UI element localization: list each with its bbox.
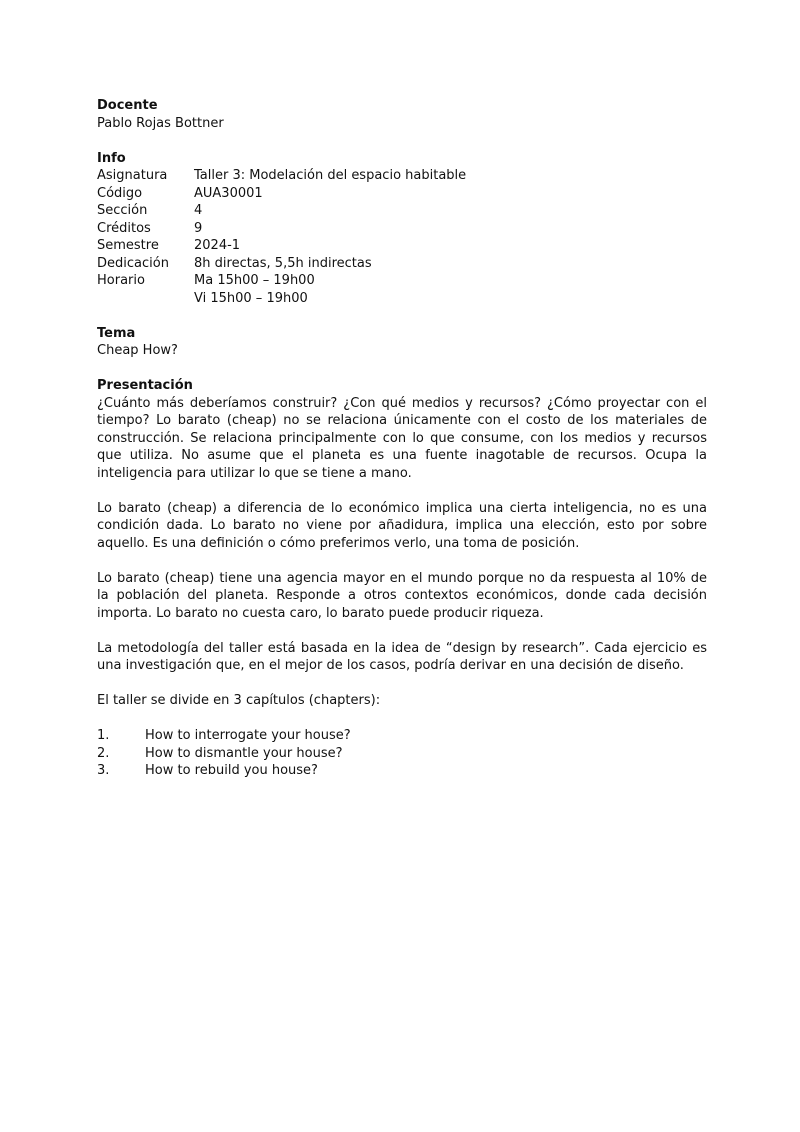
chapters-list <box>97 727 707 780</box>
info-value: AUA30001 <box>194 185 263 201</box>
spacer <box>97 482 707 500</box>
list-number: 1. <box>97 728 110 743</box>
info-row-horario <box>97 272 707 290</box>
info-row-horario-2 <box>97 290 707 308</box>
info-key: Código <box>97 185 143 201</box>
info-key: Sección <box>97 203 148 218</box>
spacer <box>97 622 707 640</box>
list-text: How to interrogate your house? <box>145 728 351 743</box>
info-row-asignatura <box>97 167 707 185</box>
info-row-semestre <box>97 237 707 255</box>
tema-heading: Tema <box>97 325 136 341</box>
info-key: Créditos <box>97 220 151 236</box>
list-number: 2. <box>97 745 110 761</box>
list-text: How to rebuild you house? <box>145 763 318 778</box>
tema-value: Cheap How? <box>97 343 178 358</box>
presentacion-heading: Presentación <box>97 378 193 393</box>
spacer <box>97 132 707 150</box>
list-item <box>97 762 707 780</box>
list-item <box>97 745 707 763</box>
info-row-creditos <box>97 220 707 238</box>
info-row-dedicacion <box>97 255 707 273</box>
info-table <box>97 167 707 307</box>
info-value: Ma 15h00 – 19h00 <box>194 273 315 288</box>
info-value: 9 <box>194 220 203 236</box>
info-key: Horario <box>97 273 145 288</box>
list-text: How to dismantle your house? <box>145 745 343 761</box>
info-key: Asignatura <box>97 168 168 183</box>
info-key <box>97 290 194 308</box>
info-row-seccion <box>97 202 707 220</box>
docente-heading: Docente <box>97 98 158 113</box>
chapters-intro: El taller se divide en 3 capítulos (chapters): <box>97 693 381 708</box>
spacer <box>97 307 707 325</box>
presentacion-paragraph: Lo barato (cheap) tiene una agencia mayor en el mundo porque no da respuesta al 10% de la población del planeta. Responde a otros contextos económicos, donde cada decisión importa. Lo barato no cuesta caro, lo barato puede producir riqueza. <box>97 570 707 621</box>
spacer <box>97 675 707 693</box>
info-key: Semestre <box>97 238 159 253</box>
list-item <box>97 727 707 745</box>
info-value: Taller 3: Modelación del espacio habitable <box>194 168 467 183</box>
info-value: Vi 15h00 – 19h00 <box>194 290 308 306</box>
info-value: 4 <box>194 203 203 218</box>
info-value: 2024-1 <box>194 238 241 253</box>
info-heading: Info <box>97 150 126 166</box>
docente-name: Pablo Rojas Bottner <box>97 115 224 131</box>
document-page <box>97 97 707 780</box>
info-row-codigo <box>97 185 707 203</box>
spacer <box>97 360 707 378</box>
presentacion-paragraph: Lo barato (cheap) a diferencia de lo económico implica una cierta inteligencia, no es una condición dada. Lo barato no viene por añadidura, implica una elección, esto por sobre aquello. Es una definición o cómo preferimos verlo, una toma de posición. <box>97 500 707 551</box>
info-key: Dedicación <box>97 255 169 271</box>
spacer <box>97 710 707 728</box>
info-value: 8h directas, 5,5h indirectas <box>194 255 372 271</box>
presentacion-paragraph: La metodología del taller está basada en la idea de “design by research”. Cada ejercicio es una investigación que, en el mejor de los casos, podría derivar en una decisión de diseño. <box>97 640 707 673</box>
spacer <box>97 552 707 570</box>
list-number: 3. <box>97 763 110 778</box>
presentacion-paragraph: ¿Cuánto más deberíamos construir? ¿Con qué medios y recursos? ¿Cómo proyectar con el tiempo? Lo barato (cheap) no se relaciona únicamente con el costo de los materiales de construcción. Se relaciona principalmente con lo que consume, con los medios y recursos que utiliza. No asume que el planeta es una fuente inagotable de recursos. Ocupa la inteligencia para utilizar lo que se tiene a mano. <box>97 395 707 481</box>
